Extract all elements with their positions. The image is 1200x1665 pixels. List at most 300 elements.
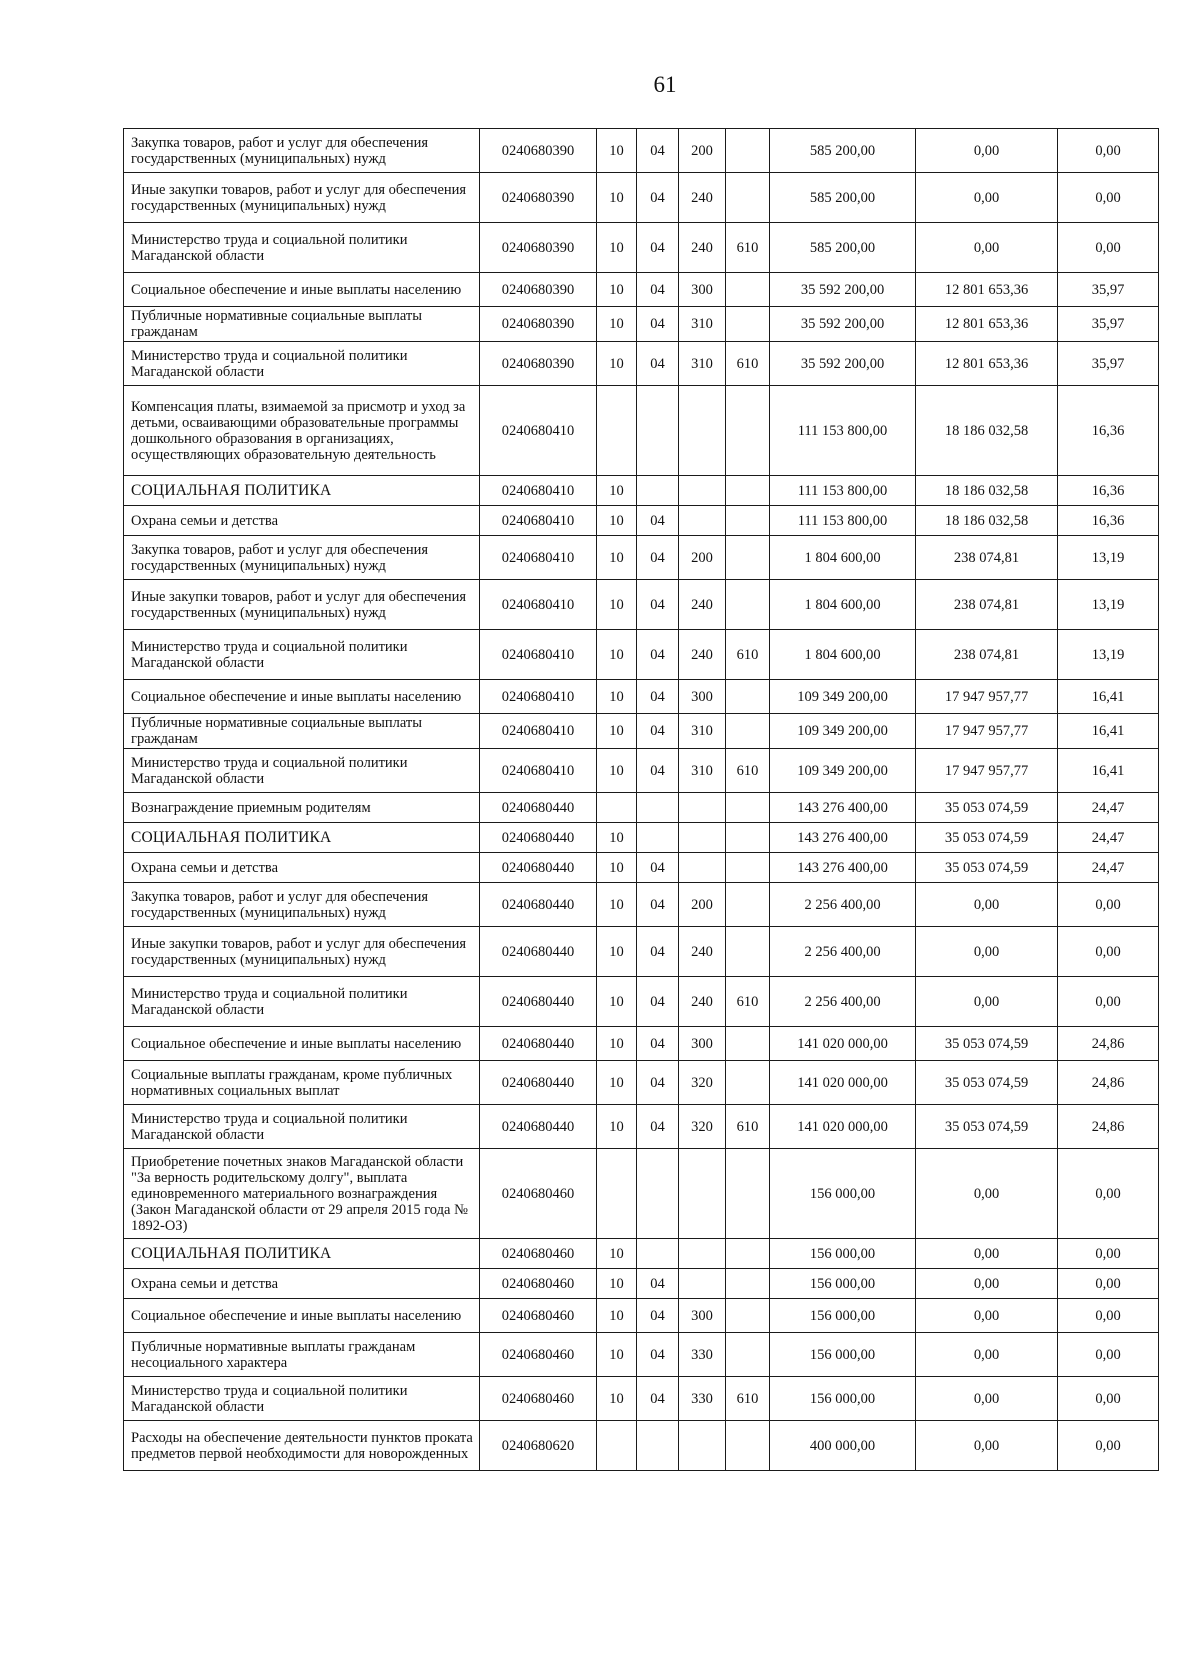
row-name: Публичные нормативные социальные выплаты гражданам <box>124 714 480 749</box>
subsection-code <box>637 1239 679 1269</box>
table-row <box>124 386 1159 476</box>
expense-type-code <box>679 386 726 476</box>
target-code: 0240680390 <box>480 273 597 307</box>
execution-percent: 16,36 <box>1058 476 1159 506</box>
execution-percent: 16,41 <box>1058 749 1159 793</box>
planned-amount: 1 804 600,00 <box>770 630 916 680</box>
section-code: 10 <box>597 823 637 853</box>
execution-percent: 24,86 <box>1058 1027 1159 1061</box>
admin-code <box>726 853 770 883</box>
subsection-code: 04 <box>637 580 679 630</box>
row-name: Приобретение почетных знаков Магаданской области "За верность родительскому долгу", выплата единовременного материального вознаграждения (Закон Магаданской области от 29 апреля 2015 года № 1892-ОЗ) <box>124 1149 480 1239</box>
execution-percent: 0,00 <box>1058 1149 1159 1239</box>
section-code: 10 <box>597 273 637 307</box>
admin-code <box>726 476 770 506</box>
actual-amount: 17 947 957,77 <box>916 714 1058 749</box>
actual-amount: 18 186 032,58 <box>916 386 1058 476</box>
target-code: 0240680440 <box>480 853 597 883</box>
subsection-code: 04 <box>637 506 679 536</box>
admin-code <box>726 680 770 714</box>
section-code: 10 <box>597 1027 637 1061</box>
expense-type-code: 240 <box>679 173 726 223</box>
planned-amount: 109 349 200,00 <box>770 749 916 793</box>
target-code: 0240680390 <box>480 173 597 223</box>
table-row <box>124 129 1159 173</box>
expense-type-code <box>679 506 726 536</box>
execution-percent: 0,00 <box>1058 1299 1159 1333</box>
actual-amount: 238 074,81 <box>916 536 1058 580</box>
section-code: 10 <box>597 536 637 580</box>
expense-type-code <box>679 823 726 853</box>
planned-amount: 2 256 400,00 <box>770 977 916 1027</box>
target-code: 0240680410 <box>480 680 597 714</box>
target-code: 0240680390 <box>480 342 597 386</box>
execution-percent: 35,97 <box>1058 273 1159 307</box>
section-code <box>597 793 637 823</box>
table-row <box>124 977 1159 1027</box>
row-name: СОЦИАЛЬНАЯ ПОЛИТИКА <box>124 823 480 853</box>
execution-percent: 13,19 <box>1058 536 1159 580</box>
section-code: 10 <box>597 977 637 1027</box>
section-code: 10 <box>597 223 637 273</box>
execution-percent: 35,97 <box>1058 342 1159 386</box>
section-code: 10 <box>597 129 637 173</box>
subsection-code: 04 <box>637 977 679 1027</box>
section-code: 10 <box>597 1239 637 1269</box>
admin-code <box>726 927 770 977</box>
table-row <box>124 927 1159 977</box>
expense-type-code: 240 <box>679 630 726 680</box>
expense-type-code: 300 <box>679 1299 726 1333</box>
admin-code <box>726 823 770 853</box>
actual-amount: 0,00 <box>916 1421 1058 1471</box>
actual-amount: 0,00 <box>916 977 1058 1027</box>
actual-amount: 12 801 653,36 <box>916 342 1058 386</box>
actual-amount: 18 186 032,58 <box>916 506 1058 536</box>
table-row <box>124 1239 1159 1269</box>
expense-type-code <box>679 1269 726 1299</box>
admin-code <box>726 1421 770 1471</box>
section-code <box>597 386 637 476</box>
expense-type-code: 240 <box>679 977 726 1027</box>
target-code: 0240680390 <box>480 129 597 173</box>
subsection-code: 04 <box>637 307 679 342</box>
section-code: 10 <box>597 506 637 536</box>
target-code: 0240680410 <box>480 386 597 476</box>
table-row <box>124 1299 1159 1333</box>
section-code <box>597 1149 637 1239</box>
section-code: 10 <box>597 1299 637 1333</box>
admin-code <box>726 714 770 749</box>
admin-code: 610 <box>726 223 770 273</box>
page-number: 61 <box>653 72 677 97</box>
target-code: 0240680440 <box>480 1105 597 1149</box>
target-code: 0240680440 <box>480 823 597 853</box>
execution-percent: 24,86 <box>1058 1105 1159 1149</box>
planned-amount: 585 200,00 <box>770 223 916 273</box>
actual-amount: 0,00 <box>916 129 1058 173</box>
execution-percent: 24,47 <box>1058 793 1159 823</box>
expense-type-code <box>679 476 726 506</box>
row-name: СОЦИАЛЬНАЯ ПОЛИТИКА <box>124 1239 480 1269</box>
subsection-code <box>637 386 679 476</box>
subsection-code <box>637 1421 679 1471</box>
admin-code: 610 <box>726 342 770 386</box>
expense-type-code: 310 <box>679 342 726 386</box>
table-row <box>124 714 1159 749</box>
planned-amount: 109 349 200,00 <box>770 680 916 714</box>
row-name: Иные закупки товаров, работ и услуг для обеспечения государственных (муниципальных) нужд <box>124 173 480 223</box>
subsection-code: 04 <box>637 680 679 714</box>
subsection-code: 04 <box>637 883 679 927</box>
target-code: 0240680410 <box>480 580 597 630</box>
section-code: 10 <box>597 1105 637 1149</box>
actual-amount: 0,00 <box>916 1239 1058 1269</box>
subsection-code: 04 <box>637 714 679 749</box>
planned-amount: 143 276 400,00 <box>770 853 916 883</box>
target-code: 0240680440 <box>480 1027 597 1061</box>
planned-amount: 585 200,00 <box>770 173 916 223</box>
actual-amount: 12 801 653,36 <box>916 273 1058 307</box>
actual-amount: 35 053 074,59 <box>916 1061 1058 1105</box>
planned-amount: 156 000,00 <box>770 1299 916 1333</box>
table-row <box>124 273 1159 307</box>
table-row <box>124 536 1159 580</box>
actual-amount: 0,00 <box>916 1377 1058 1421</box>
row-name: Социальное обеспечение и иные выплаты населению <box>124 273 480 307</box>
execution-percent: 0,00 <box>1058 1421 1159 1471</box>
section-code: 10 <box>597 680 637 714</box>
planned-amount: 141 020 000,00 <box>770 1027 916 1061</box>
section-code: 10 <box>597 714 637 749</box>
planned-amount: 143 276 400,00 <box>770 823 916 853</box>
execution-percent: 13,19 <box>1058 630 1159 680</box>
planned-amount: 1 804 600,00 <box>770 580 916 630</box>
expense-type-code: 330 <box>679 1333 726 1377</box>
expense-type-code: 300 <box>679 1027 726 1061</box>
section-code: 10 <box>597 580 637 630</box>
actual-amount: 18 186 032,58 <box>916 476 1058 506</box>
row-name: Компенсация платы, взимаемой за присмотр и уход за детьми, осваивающими образовательные программы дошкольного образования в организациях, осуществляющих образовательную деятельность <box>124 386 480 476</box>
expense-type-code <box>679 853 726 883</box>
target-code: 0240680410 <box>480 476 597 506</box>
section-code: 10 <box>597 883 637 927</box>
admin-code <box>726 1299 770 1333</box>
actual-amount: 238 074,81 <box>916 580 1058 630</box>
admin-code: 610 <box>726 630 770 680</box>
row-name: Публичные нормативные социальные выплаты гражданам <box>124 307 480 342</box>
actual-amount: 35 053 074,59 <box>916 793 1058 823</box>
planned-amount: 111 153 800,00 <box>770 386 916 476</box>
expense-type-code <box>679 1149 726 1239</box>
admin-code: 610 <box>726 1105 770 1149</box>
expense-type-code: 310 <box>679 714 726 749</box>
planned-amount: 141 020 000,00 <box>770 1105 916 1149</box>
admin-code: 610 <box>726 1377 770 1421</box>
admin-code <box>726 173 770 223</box>
expense-type-code <box>679 1421 726 1471</box>
subsection-code: 04 <box>637 630 679 680</box>
target-code: 0240680440 <box>480 883 597 927</box>
table-row <box>124 476 1159 506</box>
planned-amount: 2 256 400,00 <box>770 883 916 927</box>
table-row <box>124 1377 1159 1421</box>
target-code: 0240680390 <box>480 307 597 342</box>
table-row <box>124 630 1159 680</box>
actual-amount: 35 053 074,59 <box>916 853 1058 883</box>
subsection-code: 04 <box>637 342 679 386</box>
subsection-code: 04 <box>637 927 679 977</box>
execution-percent: 16,41 <box>1058 714 1159 749</box>
admin-code <box>726 129 770 173</box>
row-name: Закупка товаров, работ и услуг для обеспечения государственных (муниципальных) нужд <box>124 536 480 580</box>
subsection-code: 04 <box>637 749 679 793</box>
subsection-code: 04 <box>637 223 679 273</box>
actual-amount: 35 053 074,59 <box>916 1105 1058 1149</box>
table-row <box>124 1105 1159 1149</box>
planned-amount: 400 000,00 <box>770 1421 916 1471</box>
actual-amount: 0,00 <box>916 1149 1058 1239</box>
table-row <box>124 1421 1159 1471</box>
expense-type-code: 240 <box>679 580 726 630</box>
execution-percent: 0,00 <box>1058 1269 1159 1299</box>
actual-amount: 0,00 <box>916 883 1058 927</box>
target-code: 0240680620 <box>480 1421 597 1471</box>
execution-percent: 16,36 <box>1058 386 1159 476</box>
execution-percent: 0,00 <box>1058 977 1159 1027</box>
execution-percent: 0,00 <box>1058 173 1159 223</box>
subsection-code: 04 <box>637 173 679 223</box>
admin-code <box>726 580 770 630</box>
planned-amount: 109 349 200,00 <box>770 714 916 749</box>
section-code: 10 <box>597 342 637 386</box>
execution-percent: 24,47 <box>1058 823 1159 853</box>
execution-percent: 24,47 <box>1058 853 1159 883</box>
table-row <box>124 823 1159 853</box>
table-row <box>124 342 1159 386</box>
table-row <box>124 173 1159 223</box>
admin-code: 610 <box>726 749 770 793</box>
expense-type-code: 310 <box>679 749 726 793</box>
actual-amount: 12 801 653,36 <box>916 307 1058 342</box>
target-code: 0240680410 <box>480 506 597 536</box>
execution-percent: 16,41 <box>1058 680 1159 714</box>
target-code: 0240680460 <box>480 1333 597 1377</box>
subsection-code: 04 <box>637 1377 679 1421</box>
target-code: 0240680440 <box>480 1061 597 1105</box>
section-code: 10 <box>597 476 637 506</box>
target-code: 0240680460 <box>480 1377 597 1421</box>
section-code: 10 <box>597 307 637 342</box>
section-code: 10 <box>597 1377 637 1421</box>
planned-amount: 2 256 400,00 <box>770 927 916 977</box>
subsection-code: 04 <box>637 1299 679 1333</box>
target-code: 0240680410 <box>480 714 597 749</box>
table-row <box>124 749 1159 793</box>
subsection-code <box>637 1149 679 1239</box>
table-row <box>124 883 1159 927</box>
actual-amount: 0,00 <box>916 927 1058 977</box>
actual-amount: 0,00 <box>916 1299 1058 1333</box>
planned-amount: 585 200,00 <box>770 129 916 173</box>
table-row <box>124 853 1159 883</box>
row-name: Министерство труда и социальной политики Магаданской области <box>124 749 480 793</box>
row-name: Министерство труда и социальной политики Магаданской области <box>124 1377 480 1421</box>
row-name: Министерство труда и социальной политики Магаданской области <box>124 342 480 386</box>
admin-code <box>726 536 770 580</box>
expense-type-code: 240 <box>679 223 726 273</box>
actual-amount: 35 053 074,59 <box>916 1027 1058 1061</box>
admin-code <box>726 1269 770 1299</box>
admin-code <box>726 1333 770 1377</box>
section-code: 10 <box>597 173 637 223</box>
admin-code <box>726 1027 770 1061</box>
expense-type-code: 200 <box>679 129 726 173</box>
planned-amount: 156 000,00 <box>770 1239 916 1269</box>
section-code <box>597 1421 637 1471</box>
actual-amount: 35 053 074,59 <box>916 823 1058 853</box>
expense-type-code: 300 <box>679 680 726 714</box>
planned-amount: 141 020 000,00 <box>770 1061 916 1105</box>
row-name: Социальное обеспечение и иные выплаты населению <box>124 1299 480 1333</box>
execution-percent: 13,19 <box>1058 580 1159 630</box>
admin-code <box>726 1149 770 1239</box>
actual-amount: 17 947 957,77 <box>916 749 1058 793</box>
execution-percent: 35,97 <box>1058 307 1159 342</box>
table-row <box>124 506 1159 536</box>
budget-table <box>123 128 1159 1471</box>
expense-type-code: 200 <box>679 883 726 927</box>
subsection-code: 04 <box>637 273 679 307</box>
table-row <box>124 223 1159 273</box>
subsection-code: 04 <box>637 853 679 883</box>
target-code: 0240680460 <box>480 1299 597 1333</box>
row-name: Охрана семьи и детства <box>124 506 480 536</box>
table-row <box>124 1149 1159 1239</box>
planned-amount: 35 592 200,00 <box>770 342 916 386</box>
row-name: Иные закупки товаров, работ и услуг для обеспечения государственных (муниципальных) нужд <box>124 927 480 977</box>
section-code: 10 <box>597 1333 637 1377</box>
execution-percent: 0,00 <box>1058 1333 1159 1377</box>
subsection-code: 04 <box>637 1061 679 1105</box>
execution-percent: 0,00 <box>1058 129 1159 173</box>
subsection-code <box>637 793 679 823</box>
table-row <box>124 1269 1159 1299</box>
section-code: 10 <box>597 1061 637 1105</box>
expense-type-code <box>679 1239 726 1269</box>
row-name: Социальное обеспечение и иные выплаты населению <box>124 680 480 714</box>
row-name: Расходы на обеспечение деятельности пунктов проката предметов первой необходимости для новорожденных <box>124 1421 480 1471</box>
execution-percent: 0,00 <box>1058 1239 1159 1269</box>
admin-code <box>726 1239 770 1269</box>
execution-percent: 24,86 <box>1058 1061 1159 1105</box>
admin-code <box>726 307 770 342</box>
row-name: Социальные выплаты гражданам, кроме публичных нормативных социальных выплат <box>124 1061 480 1105</box>
planned-amount: 1 804 600,00 <box>770 536 916 580</box>
expense-type-code: 320 <box>679 1105 726 1149</box>
section-code: 10 <box>597 749 637 793</box>
row-name: Министерство труда и социальной политики Магаданской области <box>124 1105 480 1149</box>
subsection-code: 04 <box>637 1333 679 1377</box>
subsection-code <box>637 476 679 506</box>
execution-percent: 0,00 <box>1058 223 1159 273</box>
admin-code <box>726 793 770 823</box>
table-body <box>124 129 1159 1471</box>
actual-amount: 0,00 <box>916 1333 1058 1377</box>
planned-amount: 156 000,00 <box>770 1377 916 1421</box>
target-code: 0240680460 <box>480 1149 597 1239</box>
planned-amount: 156 000,00 <box>770 1333 916 1377</box>
expense-type-code: 320 <box>679 1061 726 1105</box>
expense-type-code: 240 <box>679 927 726 977</box>
row-name: СОЦИАЛЬНАЯ ПОЛИТИКА <box>124 476 480 506</box>
table-row <box>124 1333 1159 1377</box>
target-code: 0240680410 <box>480 536 597 580</box>
row-name: Охрана семьи и детства <box>124 853 480 883</box>
table-row <box>124 307 1159 342</box>
table-row <box>124 680 1159 714</box>
admin-code <box>726 273 770 307</box>
subsection-code: 04 <box>637 129 679 173</box>
section-code: 10 <box>597 927 637 977</box>
target-code: 0240680440 <box>480 793 597 823</box>
subsection-code: 04 <box>637 1027 679 1061</box>
row-name: Министерство труда и социальной политики Магаданской области <box>124 630 480 680</box>
table-row <box>124 1061 1159 1105</box>
execution-percent: 0,00 <box>1058 1377 1159 1421</box>
actual-amount: 17 947 957,77 <box>916 680 1058 714</box>
planned-amount: 111 153 800,00 <box>770 476 916 506</box>
admin-code: 610 <box>726 977 770 1027</box>
target-code: 0240680460 <box>480 1269 597 1299</box>
expense-type-code: 310 <box>679 307 726 342</box>
row-name: Закупка товаров, работ и услуг для обеспечения государственных (муниципальных) нужд <box>124 129 480 173</box>
row-name: Публичные нормативные выплаты гражданам несоциального характера <box>124 1333 480 1377</box>
row-name: Охрана семьи и детства <box>124 1269 480 1299</box>
row-name: Иные закупки товаров, работ и услуг для обеспечения государственных (муниципальных) нужд <box>124 580 480 630</box>
subsection-code: 04 <box>637 1269 679 1299</box>
target-code: 0240680410 <box>480 749 597 793</box>
subsection-code: 04 <box>637 536 679 580</box>
planned-amount: 35 592 200,00 <box>770 273 916 307</box>
target-code: 0240680440 <box>480 927 597 977</box>
admin-code <box>726 883 770 927</box>
table-row <box>124 1027 1159 1061</box>
section-code: 10 <box>597 853 637 883</box>
admin-code <box>726 1061 770 1105</box>
target-code: 0240680410 <box>480 630 597 680</box>
admin-code <box>726 386 770 476</box>
target-code: 0240680390 <box>480 223 597 273</box>
row-name: Социальное обеспечение и иные выплаты населению <box>124 1027 480 1061</box>
execution-percent: 0,00 <box>1058 883 1159 927</box>
target-code: 0240680460 <box>480 1239 597 1269</box>
planned-amount: 156 000,00 <box>770 1269 916 1299</box>
admin-code <box>726 506 770 536</box>
execution-percent: 16,36 <box>1058 506 1159 536</box>
expense-type-code: 300 <box>679 273 726 307</box>
section-code: 10 <box>597 630 637 680</box>
table-row <box>124 580 1159 630</box>
subsection-code <box>637 823 679 853</box>
table-row <box>124 793 1159 823</box>
expense-type-code <box>679 793 726 823</box>
planned-amount: 111 153 800,00 <box>770 506 916 536</box>
actual-amount: 0,00 <box>916 173 1058 223</box>
planned-amount: 143 276 400,00 <box>770 793 916 823</box>
target-code: 0240680440 <box>480 977 597 1027</box>
expense-type-code: 200 <box>679 536 726 580</box>
